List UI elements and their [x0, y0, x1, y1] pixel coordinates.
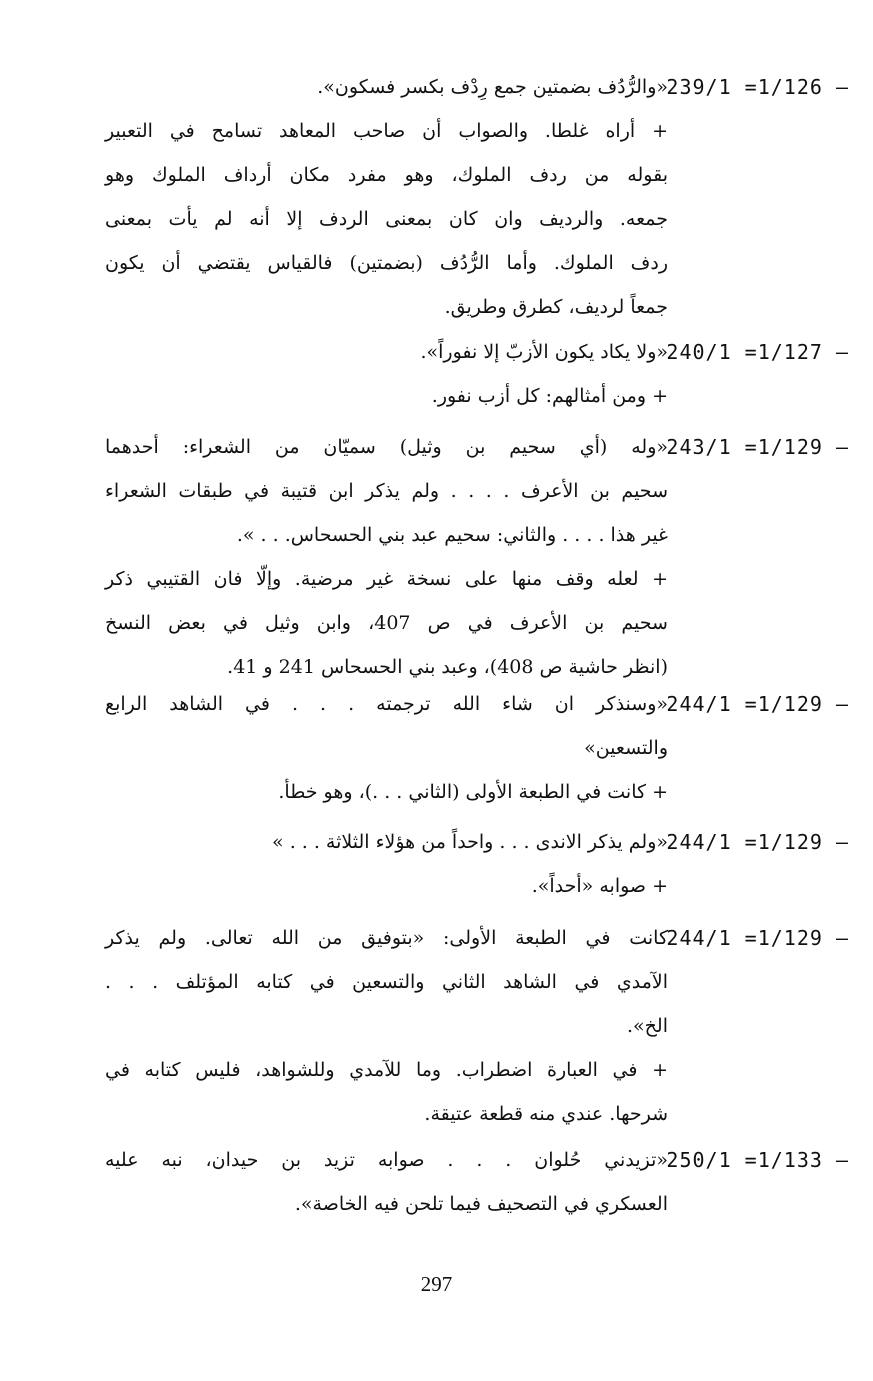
entry-line: العسكري في التصحيف فيما تلحن فيه الخاصة».: [294, 1193, 668, 1215]
entry-body: [105, 682, 668, 814]
entry-line: الآمدي في الشاهد الثاني والتسعين في كتابه المؤتلف . . .: [105, 971, 668, 993]
entry-line: غير هذا . . . . والثاني: سحيم عبد بني الحسحاس. . . ».: [236, 524, 668, 546]
entry-body: [105, 425, 668, 689]
entry-line: الخ».: [627, 1015, 668, 1037]
entry-line: «وسنذكر ان شاء الله ترجمته . . . في الشاهد الرابع: [105, 693, 668, 715]
entry-body: [105, 916, 668, 1136]
entry-body: [105, 65, 668, 329]
entry-body: [105, 1138, 668, 1226]
entry-line: (انظر حاشية ص 408)، وعبد بني الحسحاس 241 و 41.: [227, 656, 668, 678]
entry-line: بقوله من ردف الملوك، وهو مفرد مكان أرداف الملوك وهو: [105, 164, 668, 186]
entry-line: «تزيدني حُلوان . . . صوابه تزيد بن حيدان، نبه عليه: [105, 1149, 668, 1171]
entry-reference: 244/1 =1/129 –: [666, 926, 849, 950]
entry-reference: 250/1 =1/133 –: [666, 1148, 849, 1172]
entry-line: «ولا يكاد يكون الأزبّ إلا نفوراً».: [420, 341, 668, 363]
entry-line: + كانت في الطبعة الأولى (الثاني . . .)، وهو خطأ.: [278, 781, 668, 803]
entry-line: + لعله وقف منها على نسخة غير مرضية. وإلّا فان القتيبي ذكر: [105, 568, 668, 590]
entry-line: «وله (أي سحيم بن وثيل) سميّان من الشعراء: أحدهما: [105, 436, 668, 458]
entry-reference: 244/1 =1/129 –: [666, 830, 849, 854]
entry-line: سحيم بن الأعرف في ص 407، وابن وثيل في بعض النسخ: [105, 612, 668, 634]
entry-line: + صوابه «أحداً».: [531, 875, 668, 897]
entry-line: «والرُّدُف بضمتين جمع رِدْف بكسر فسكون».: [317, 76, 668, 98]
entry-reference: 239/1 =1/126 –: [666, 75, 849, 99]
entry-line: جمعاً لرديف، كطرق وطريق.: [444, 296, 668, 318]
entry-reference: 243/1 =1/129 –: [666, 435, 849, 459]
entry-line: + ومن أمثالهم: كل أزب نفور.: [431, 385, 668, 407]
entry-body: [105, 820, 668, 908]
entry-line: شرحها. عندي منه قطعة عتيقة.: [424, 1103, 668, 1125]
entry-line: جمعه. والرديف وان كان بمعنى الردف إلا أنه لم يأت بمعنى: [105, 208, 668, 230]
entry-reference: 240/1 =1/127 –: [666, 340, 849, 364]
entry-line: والتسعين»: [584, 737, 668, 759]
entry-line: + في العبارة اضطراب. وما للآمدي وللشواهد، فليس كتابه في: [105, 1059, 668, 1081]
entry-reference: 244/1 =1/129 –: [666, 692, 849, 716]
entry-line: ردف الملوك. وأما الرُّدُف (بضمتين) فالقياس يقتضي أن يكون: [105, 252, 668, 274]
entry-line: سحيم بن الأعرف . . . . ولم يذكر ابن قتيبة في طبقات الشعراء: [105, 480, 668, 502]
page-number: 297: [420, 1272, 453, 1296]
entry-body: [105, 330, 668, 418]
entry-line: كانت في الطبعة الأولى: «بتوفيق من الله تعالى. ولم يذكر: [105, 927, 668, 949]
entry-line: «ولم يذكر الاندى . . . واحداً من هؤلاء الثلاثة . . . »: [272, 831, 668, 853]
entry-line: + أراه غلطا. والصواب أن صاحب المعاهد تسامح في التعبير: [105, 120, 668, 142]
